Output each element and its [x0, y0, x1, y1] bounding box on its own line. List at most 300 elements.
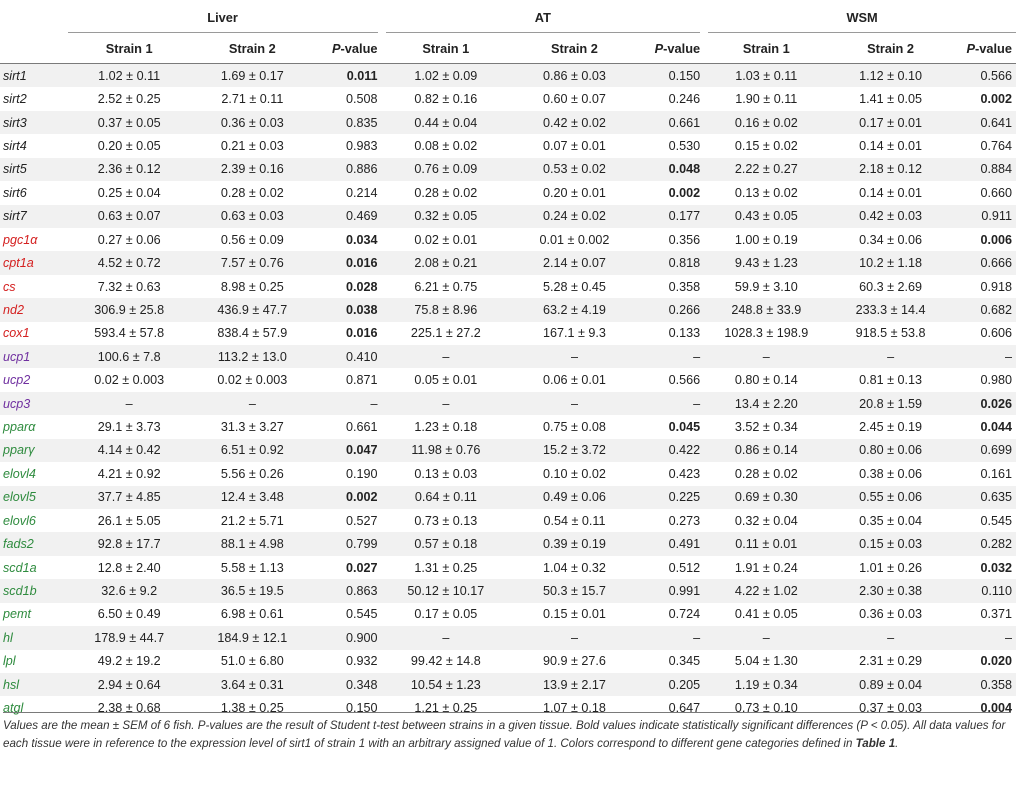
liver-pvalue: 0.028	[346, 279, 378, 294]
gene-name: sirt5	[0, 158, 68, 181]
liver-strain1-value: 2.36 ± 0.12	[68, 158, 191, 181]
at-strain2-value: 0.53 ± 0.02	[510, 158, 639, 181]
wsm-strain2-value: 2.31 ± 0.29	[859, 654, 923, 669]
at-strain1-header: Strain 1	[382, 33, 511, 64]
liver-strain2-value: 3.64 ± 0.31	[191, 673, 314, 696]
wsm-strain2-value: 0.17 ± 0.01	[828, 111, 952, 134]
wsm-pvalue: 0.641	[953, 111, 1016, 134]
wsm-strain2-value: 0.89 ± 0.04	[828, 673, 952, 696]
at-strain2-value: –	[510, 626, 639, 649]
at-strain1-value: 225.1 ± 27.2	[410, 326, 481, 341]
at-strain2-value: 0.39 ± 0.19	[510, 532, 639, 555]
wsm-strain1-value: 0.16 ± 0.02	[704, 111, 828, 134]
wsm-strain1-value: 0.32 ± 0.04	[734, 513, 798, 528]
liver-strain1-value: 2.94 ± 0.64	[68, 673, 191, 696]
at-pvalue: 0.647	[668, 701, 701, 716]
at-strain1-value: 1.02 ± 0.09	[382, 64, 511, 88]
liver-pvalue: 0.047	[314, 439, 382, 462]
liver-strain2-value: 113.2 ± 13.0	[191, 345, 314, 368]
liver-strain1-value: 4.21 ± 0.92	[97, 466, 161, 481]
wsm-strain2-value: 0.14 ± 0.01	[859, 185, 923, 200]
table-row	[0, 298, 1016, 321]
wsm-strain2-value: 918.5 ± 53.8	[855, 326, 926, 341]
liver-pvalue: 0.661	[346, 420, 378, 435]
liver-strain2-value: 5.56 ± 0.26	[220, 466, 284, 481]
gene-name: hl	[0, 626, 68, 649]
wsm-strain1-value: 0.69 ± 0.30	[704, 486, 828, 509]
at-strain1-value: 0.82 ± 0.16	[414, 92, 478, 107]
tissue-header-at: AT	[382, 3, 705, 33]
tissue-header-liver: Liver	[68, 3, 382, 33]
wsm-pvalue: 0.161	[980, 466, 1012, 481]
table-body	[0, 64, 1016, 720]
at-strain2-value: 0.49 ± 0.06	[510, 486, 639, 509]
liver-strain1-value: 26.1 ± 5.05	[97, 513, 161, 528]
table-row	[0, 87, 1016, 110]
liver-strain2-value: –	[191, 392, 314, 415]
at-strain2-value: –	[510, 392, 639, 415]
wsm-strain2-value: 2.18 ± 0.12	[828, 158, 952, 181]
wsm-pvalue: 0.606	[980, 326, 1012, 341]
wsm-pvalue: 0.764	[980, 138, 1012, 153]
wsm-strain2-value: –	[828, 345, 952, 368]
wsm-strain2-value: –	[828, 626, 952, 649]
wsm-strain2-value: 0.37 ± 0.03	[859, 701, 923, 716]
gene-column-header	[0, 3, 68, 33]
at-strain2-value: 5.28 ± 0.45	[543, 279, 606, 294]
at-strain2-value: –	[510, 345, 639, 368]
table-row	[0, 322, 1016, 345]
liver-strain2-value: 0.21 ± 0.03	[220, 138, 284, 153]
liver-strain1-value: 306.9 ± 25.8	[68, 298, 191, 321]
wsm-strain2-value: 10.2 ± 1.18	[828, 251, 952, 274]
at-pvalue: 0.661	[639, 111, 704, 134]
table-footnote	[3, 712, 1011, 752]
at-pvalue-header: P-value	[639, 33, 704, 64]
liver-strain2-value: 0.02 ± 0.003	[217, 373, 288, 388]
wsm-strain1-value: 0.13 ± 0.02	[734, 185, 798, 200]
at-pvalue: 0.423	[668, 466, 701, 481]
liver-pvalue: 0.469	[314, 205, 382, 228]
table-row	[0, 650, 1016, 673]
wsm-strain1-value: 0.15 ± 0.02	[734, 138, 798, 153]
at-pvalue: 0.048	[639, 158, 704, 181]
wsm-pvalue: –	[953, 345, 1016, 368]
table-row	[0, 439, 1016, 462]
at-strain1-value: 0.28 ± 0.02	[414, 185, 478, 200]
liver-pvalue: 0.002	[314, 486, 382, 509]
at-pvalue: 0.358	[668, 279, 701, 294]
footnote-text: Values are the mean ± SEM of 6 fish. P-values are the result of Student t-test between strains in a given tissue. Bold values indicate statistically significant differences (P < 0.05). All data values for each tissue were in reference to the expression level of sirt1 of strain 1 with an arbitrary assigned value of 1. Colors correspond to different gene categories defined in	[3, 719, 1006, 750]
liver-strain2-value: 0.28 ± 0.02	[220, 185, 284, 200]
at-strain2-value: 0.24 ± 0.02	[510, 205, 639, 228]
at-pvalue: 0.150	[639, 64, 704, 88]
liver-pvalue: 0.038	[314, 298, 382, 321]
liver-strain2-value: 7.57 ± 0.76	[191, 251, 314, 274]
wsm-pvalue: 0.980	[980, 373, 1012, 388]
table-row	[0, 275, 1016, 298]
wsm-strain1-value: 0.11 ± 0.01	[704, 532, 828, 555]
gene-name: scd1b	[0, 579, 68, 602]
wsm-pvalue: 0.918	[980, 279, 1012, 294]
liver-strain2-value: 0.63 ± 0.03	[191, 205, 314, 228]
table-row	[0, 205, 1016, 228]
table-row	[0, 134, 1016, 157]
at-strain1-value: 0.13 ± 0.03	[414, 466, 478, 481]
liver-strain2-header: Strain 2	[191, 33, 314, 64]
wsm-strain2-value: 1.01 ± 0.26	[859, 560, 923, 575]
liver-strain1-value: –	[68, 392, 191, 415]
wsm-strain1-value: 0.86 ± 0.14	[704, 439, 828, 462]
wsm-strain1-value: 1.91 ± 0.24	[734, 560, 798, 575]
wsm-strain1-value: 1.19 ± 0.34	[704, 673, 828, 696]
wsm-strain2-value: 2.45 ± 0.19	[859, 420, 923, 435]
table-row	[0, 251, 1016, 274]
liver-strain1-value: 0.37 ± 0.05	[68, 111, 191, 134]
liver-pvalue: 0.886	[314, 158, 382, 181]
gene-name: sirt4	[3, 138, 27, 153]
wsm-pvalue: 0.545	[980, 513, 1012, 528]
at-strain1-value: 0.32 ± 0.05	[382, 205, 511, 228]
wsm-strain1-header: Strain 1	[704, 33, 828, 64]
wsm-strain2-value: 60.3 ± 2.69	[859, 279, 923, 294]
wsm-strain1-value: 0.80 ± 0.14	[734, 373, 798, 388]
liver-pvalue: –	[314, 392, 382, 415]
at-strain1-value: 1.23 ± 0.18	[414, 420, 478, 435]
table-row	[0, 368, 1016, 391]
table-row	[0, 111, 1016, 134]
wsm-strain2-value: 233.3 ± 14.4	[828, 298, 952, 321]
liver-pvalue: 0.983	[346, 138, 378, 153]
at-strain1-value: 6.21 ± 0.75	[414, 279, 478, 294]
at-strain1-value: 0.57 ± 0.18	[382, 532, 511, 555]
gene-name: ucp1	[0, 345, 68, 368]
table-row	[0, 603, 1016, 626]
wsm-pvalue: 0.566	[953, 64, 1016, 88]
liver-strain2-value: 1.69 ± 0.17	[191, 64, 314, 88]
wsm-strain1-value: –	[704, 345, 828, 368]
at-pvalue: 0.356	[668, 232, 701, 247]
gene-name: cpt1a	[0, 251, 68, 274]
at-pvalue: 0.512	[668, 560, 701, 575]
liver-strain2-value: 8.98 ± 0.25	[220, 279, 284, 294]
wsm-strain1-value: –	[704, 626, 828, 649]
liver-strain2-value: 51.0 ± 6.80	[220, 654, 284, 669]
wsm-strain1-value: 9.43 ± 1.23	[704, 251, 828, 274]
wsm-pvalue: 0.660	[980, 185, 1012, 200]
at-strain1-value: –	[382, 345, 511, 368]
at-strain2-value: 2.14 ± 0.07	[510, 251, 639, 274]
footnote-end: .	[895, 736, 899, 750]
at-pvalue: 0.205	[639, 673, 704, 696]
tissue-header-row	[0, 3, 1016, 33]
wsm-strain1-value: 4.22 ± 1.02	[704, 579, 828, 602]
wsm-strain1-value: 3.52 ± 0.34	[734, 420, 798, 435]
table-row	[0, 415, 1016, 438]
wsm-pvalue: 0.006	[980, 232, 1012, 247]
wsm-strain2-value: 0.34 ± 0.06	[859, 232, 923, 247]
liver-pvalue: 0.027	[346, 560, 378, 575]
liver-strain1-value: 0.63 ± 0.07	[68, 205, 191, 228]
liver-pvalue: 0.011	[314, 64, 382, 88]
wsm-pvalue: 0.682	[953, 298, 1016, 321]
at-strain2-value: 0.86 ± 0.03	[510, 64, 639, 88]
liver-strain1-value: 4.52 ± 0.72	[68, 251, 191, 274]
wsm-pvalue: 0.371	[980, 607, 1012, 622]
table-row	[0, 486, 1016, 509]
at-pvalue: 0.566	[668, 373, 701, 388]
liver-strain2-value: 12.4 ± 3.48	[191, 486, 314, 509]
gene-name: pparα	[3, 420, 36, 435]
gene-name: elovl5	[0, 486, 68, 509]
liver-strain1-value: 4.14 ± 0.42	[68, 439, 191, 462]
gene-name: ucp3	[0, 392, 68, 415]
wsm-pvalue: 0.004	[980, 701, 1012, 716]
wsm-strain2-value: 20.8 ± 1.59	[828, 392, 952, 415]
at-strain1-value: 0.64 ± 0.11	[382, 486, 511, 509]
at-strain2-value: 0.10 ± 0.02	[543, 466, 606, 481]
at-strain2-value: 0.54 ± 0.11	[543, 513, 606, 528]
liver-strain1-value: 1.02 ± 0.11	[68, 64, 191, 88]
wsm-strain2-value: 0.35 ± 0.04	[859, 513, 923, 528]
wsm-pvalue: 0.699	[953, 439, 1016, 462]
tissue-header-wsm: WSM	[704, 3, 1016, 33]
at-strain1-value: 99.42 ± 14.8	[410, 654, 481, 669]
wsm-strain1-value: 248.8 ± 33.9	[704, 298, 828, 321]
at-strain2-value: 0.60 ± 0.07	[543, 92, 606, 107]
table-row	[0, 509, 1016, 532]
gene-subheader	[0, 33, 68, 64]
liver-pvalue: 0.508	[346, 92, 378, 107]
at-strain1-value: 0.73 ± 0.13	[414, 513, 478, 528]
liver-strain1-value: 0.25 ± 0.04	[97, 185, 161, 200]
liver-strain2-value: 88.1 ± 4.98	[191, 532, 314, 555]
at-strain2-value: 1.07 ± 0.18	[543, 701, 606, 716]
at-pvalue: –	[639, 345, 704, 368]
liver-pvalue: 0.410	[314, 345, 382, 368]
wsm-strain1-value: 1.03 ± 0.11	[704, 64, 828, 88]
liver-strain1-value: 178.9 ± 44.7	[68, 626, 191, 649]
at-strain1-value: 75.8 ± 8.96	[382, 298, 511, 321]
wsm-strain1-value: 59.9 ± 3.10	[734, 279, 798, 294]
liver-strain1-value: 2.52 ± 0.25	[97, 92, 161, 107]
strain-header-row	[0, 33, 1016, 64]
at-strain2-header: Strain 2	[510, 33, 639, 64]
liver-strain1-value: 92.8 ± 17.7	[68, 532, 191, 555]
gene-name: lpl	[3, 654, 16, 669]
wsm-strain1-value: 1.90 ± 0.11	[735, 92, 798, 107]
at-strain2-value: 90.9 ± 27.6	[543, 654, 606, 669]
gene-name: sirt6	[3, 185, 27, 200]
at-strain2-value: 50.3 ± 15.7	[510, 579, 639, 602]
at-strain1-value: 11.98 ± 0.76	[382, 439, 511, 462]
liver-pvalue: 0.034	[346, 232, 378, 247]
liver-strain2-value: 36.5 ± 19.5	[191, 579, 314, 602]
wsm-strain2-value: 0.55 ± 0.06	[828, 486, 952, 509]
wsm-strain2-value: 0.42 ± 0.03	[828, 205, 952, 228]
table-row	[0, 673, 1016, 696]
liver-pvalue: 0.016	[346, 326, 378, 341]
gene-name: pparγ	[0, 439, 68, 462]
at-strain2-value: 63.2 ± 4.19	[510, 298, 639, 321]
liver-strain1-value: 6.50 ± 0.49	[97, 607, 161, 622]
liver-strain1-value: 7.32 ± 0.63	[97, 279, 161, 294]
liver-pvalue-header: P-value	[314, 33, 382, 64]
wsm-pvalue: 0.282	[953, 532, 1016, 555]
gene-name: sirt1	[0, 64, 68, 88]
wsm-strain1-value: 13.4 ± 2.20	[704, 392, 828, 415]
gene-name: scd1a	[3, 560, 37, 575]
table-row	[0, 579, 1016, 602]
at-pvalue: 0.002	[668, 185, 701, 200]
wsm-strain2-value: 0.14 ± 0.01	[859, 138, 923, 153]
liver-pvalue: 0.545	[346, 607, 378, 622]
wsm-pvalue-header: P-value	[953, 33, 1016, 64]
gene-name: nd2	[0, 298, 68, 321]
wsm-pvalue: 0.002	[980, 92, 1012, 107]
at-strain2-value: 0.15 ± 0.01	[543, 607, 606, 622]
wsm-strain1-value: 5.04 ± 1.30	[734, 654, 798, 669]
liver-strain2-value: 1.38 ± 0.25	[220, 701, 284, 716]
at-strain2-value: 0.75 ± 0.08	[543, 420, 606, 435]
at-strain2-value: 13.9 ± 2.17	[510, 673, 639, 696]
at-pvalue: 0.991	[639, 579, 704, 602]
liver-strain2-value: 0.36 ± 0.03	[191, 111, 314, 134]
at-strain1-value: 2.08 ± 0.21	[382, 251, 511, 274]
liver-pvalue: 0.150	[346, 701, 378, 716]
liver-pvalue: 0.348	[314, 673, 382, 696]
liver-strain2-value: 6.51 ± 0.92	[191, 439, 314, 462]
liver-pvalue: 0.214	[346, 185, 378, 200]
wsm-pvalue: –	[953, 626, 1016, 649]
liver-strain1-value: 12.8 ± 2.40	[97, 560, 161, 575]
at-strain1-value: 1.31 ± 0.25	[414, 560, 478, 575]
liver-strain1-value: 2.38 ± 0.68	[97, 701, 161, 716]
gene-expression-table	[0, 3, 1016, 720]
table-row	[0, 626, 1016, 649]
gene-name: hsl	[0, 673, 68, 696]
gene-name: pemt	[3, 607, 31, 622]
at-pvalue: 0.246	[668, 92, 701, 107]
table-row	[0, 392, 1016, 415]
gene-name: sirt2	[3, 92, 27, 107]
wsm-strain2-value: 1.41 ± 0.05	[859, 92, 923, 107]
liver-strain2-value: 21.2 ± 5.71	[220, 513, 284, 528]
at-strain1-value: 50.12 ± 10.17	[382, 579, 511, 602]
liver-strain1-value: 100.6 ± 7.8	[68, 345, 191, 368]
table-row	[0, 345, 1016, 368]
table-row	[0, 532, 1016, 555]
wsm-pvalue: 0.110	[953, 579, 1016, 602]
at-strain2-value: 0.06 ± 0.01	[543, 373, 606, 388]
liver-strain1-value: 0.02 ± 0.003	[94, 373, 165, 388]
table-row	[0, 556, 1016, 579]
gene-name: elovl4	[3, 466, 36, 481]
wsm-pvalue: 0.044	[980, 420, 1012, 435]
wsm-pvalue: 0.358	[953, 673, 1016, 696]
liver-pvalue: 0.016	[314, 251, 382, 274]
at-pvalue: 0.345	[668, 654, 701, 669]
at-strain1-value: 10.54 ± 1.23	[382, 673, 511, 696]
at-pvalue: 0.491	[639, 532, 704, 555]
liver-strain2-value: 2.71 ± 0.11	[221, 92, 284, 107]
at-pvalue: –	[639, 626, 704, 649]
wsm-strain2-value: 0.80 ± 0.06	[828, 439, 952, 462]
liver-strain1-value: 0.20 ± 0.05	[97, 138, 161, 153]
at-strain1-value: 0.76 ± 0.09	[382, 158, 511, 181]
table-row	[0, 228, 1016, 251]
liver-strain2-value: 436.9 ± 47.7	[191, 298, 314, 321]
at-pvalue: 0.266	[639, 298, 704, 321]
at-strain1-value: 0.44 ± 0.04	[382, 111, 511, 134]
table-reference-link[interactable]: Table 1	[855, 736, 896, 750]
wsm-strain2-value: 0.15 ± 0.03	[828, 532, 952, 555]
liver-pvalue: 0.835	[314, 111, 382, 134]
at-strain2-value: 167.1 ± 9.3	[543, 326, 606, 341]
table-row	[0, 64, 1016, 88]
gene-name: sirt3	[0, 111, 68, 134]
at-strain2-value: 0.01 ± 0.002	[539, 232, 610, 247]
gene-name: ucp2	[3, 373, 31, 388]
at-strain1-value: 0.08 ± 0.02	[414, 138, 478, 153]
wsm-strain1-value: 1028.3 ± 198.9	[724, 326, 809, 341]
wsm-strain1-value: 1.00 ± 0.19	[734, 232, 798, 247]
table-row	[0, 462, 1016, 485]
at-strain1-value: 0.05 ± 0.01	[414, 373, 478, 388]
at-pvalue: 0.133	[668, 326, 701, 341]
at-pvalue: 0.177	[639, 205, 704, 228]
at-pvalue: 0.530	[668, 138, 701, 153]
at-pvalue: 0.422	[639, 439, 704, 462]
liver-strain2-value: 184.9 ± 12.1	[191, 626, 314, 649]
liver-strain1-value: 32.6 ± 9.2	[68, 579, 191, 602]
wsm-strain1-value: 2.22 ± 0.27	[704, 158, 828, 181]
at-strain2-value: 0.42 ± 0.02	[510, 111, 639, 134]
liver-strain2-value: 5.58 ± 1.13	[220, 560, 284, 575]
at-pvalue: –	[639, 392, 704, 415]
wsm-strain2-value: 0.81 ± 0.13	[859, 373, 923, 388]
gene-name: elovl6	[3, 513, 36, 528]
liver-pvalue: 0.871	[346, 373, 378, 388]
gene-name: pgc1α	[3, 232, 38, 247]
at-strain2-value: 1.04 ± 0.32	[543, 560, 606, 575]
liver-strain1-value: 49.2 ± 19.2	[97, 654, 161, 669]
at-strain2-value: 0.20 ± 0.01	[543, 185, 606, 200]
at-strain1-value: 0.17 ± 0.05	[414, 607, 478, 622]
liver-pvalue: 0.190	[346, 466, 378, 481]
at-strain1-value: 0.02 ± 0.01	[414, 232, 478, 247]
liver-strain1-value: 593.4 ± 57.8	[94, 326, 165, 341]
gene-name: atgl	[3, 701, 24, 716]
at-pvalue: 0.818	[639, 251, 704, 274]
liver-pvalue: 0.863	[314, 579, 382, 602]
at-strain1-value: –	[382, 392, 511, 415]
wsm-pvalue: 0.666	[953, 251, 1016, 274]
liver-strain2-value: 6.98 ± 0.61	[220, 607, 284, 622]
liver-strain2-value: 2.39 ± 0.16	[191, 158, 314, 181]
liver-strain1-value: 37.7 ± 4.85	[68, 486, 191, 509]
liver-pvalue: 0.932	[346, 654, 378, 669]
liver-strain2-value: 838.4 ± 57.9	[217, 326, 288, 341]
at-pvalue: 0.724	[668, 607, 701, 622]
table-row	[0, 158, 1016, 181]
wsm-pvalue: 0.032	[980, 560, 1012, 575]
wsm-strain2-value: 2.30 ± 0.38	[828, 579, 952, 602]
gene-name: fads2	[0, 532, 68, 555]
wsm-pvalue: 0.020	[980, 654, 1012, 669]
at-strain1-value: –	[382, 626, 511, 649]
at-strain2-value: 0.07 ± 0.01	[543, 138, 606, 153]
